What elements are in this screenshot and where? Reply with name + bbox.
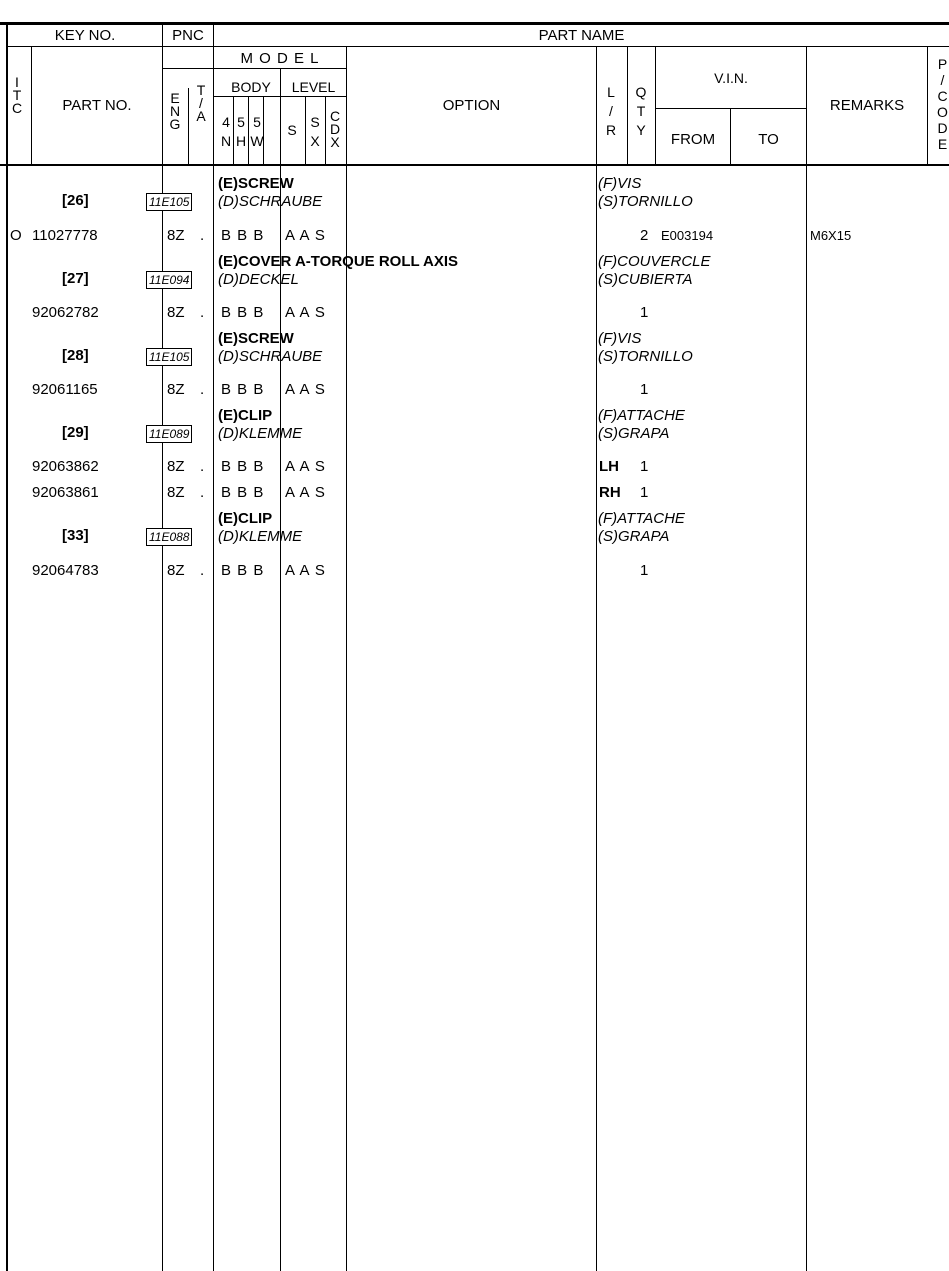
pnc-code-box: 11E089 — [146, 425, 192, 443]
eng-code: 8Z — [167, 458, 185, 475]
header-lr: L / R — [605, 84, 617, 138]
header-qty: Q T Y — [635, 84, 647, 138]
part-name-german: (D)KLEMME — [218, 528, 303, 545]
header-option: OPTION — [442, 97, 501, 114]
quantity: 1 — [640, 381, 649, 398]
part-name-spanish: (S)TORNILLO — [598, 348, 693, 365]
ta-code: . — [200, 458, 205, 475]
header-level-sx: S X — [310, 114, 320, 149]
quantity: 1 — [640, 458, 649, 475]
body-codes: B B B — [221, 484, 265, 501]
part-name-french: (F)VIS — [598, 330, 642, 347]
level-codes: A A S — [285, 562, 326, 579]
header-remarks: REMARKS — [829, 97, 905, 114]
part-name-spanish: (S)TORNILLO — [598, 193, 693, 210]
part-name-german: (D)DECKEL — [218, 271, 299, 288]
part-name-english: (E)CLIP — [218, 407, 273, 424]
header-pnc: PNC — [172, 27, 204, 44]
eng-code: 8Z — [167, 227, 185, 244]
part-name-french: (F)ATTACHE — [598, 510, 685, 527]
eng-code: 8Z — [167, 304, 185, 321]
part-number: 92063862 — [32, 458, 99, 475]
header-ta: T / A — [196, 82, 206, 124]
key-number: [33] — [62, 527, 89, 544]
header-itc: I T C — [11, 74, 23, 116]
part-name-german: (D)SCHRAUBE — [218, 193, 323, 210]
quantity: 2 — [640, 227, 649, 244]
header-body-5w: 5 W — [250, 114, 264, 149]
pnc-code-box: 11E105 — [146, 348, 192, 366]
header-vin-to: TO — [758, 131, 779, 148]
vin-from: E003194 — [661, 228, 714, 243]
part-name-spanish: (S)GRAPA — [598, 425, 670, 442]
part-number: 92061165 — [32, 381, 98, 398]
part-name-english: (E)CLIP — [218, 510, 273, 527]
lr-side: RH — [599, 484, 621, 501]
itc-code: O — [10, 227, 22, 244]
pnc-code-box: 11E088 — [146, 528, 192, 546]
part-number: 92062782 — [32, 304, 99, 321]
body-codes: B B B — [221, 227, 265, 244]
ta-code: . — [200, 381, 205, 398]
body-codes: B B B — [221, 458, 265, 475]
header-vin-from: FROM — [670, 131, 716, 148]
quantity: 1 — [640, 484, 649, 501]
key-number: [26] — [62, 192, 89, 209]
part-number: 92064783 — [32, 562, 99, 579]
header-vin: V.I.N. — [714, 70, 748, 86]
ta-code: . — [200, 304, 205, 321]
ta-code: . — [200, 562, 205, 579]
body-codes: B B B — [221, 304, 265, 321]
quantity: 1 — [640, 304, 649, 321]
body-codes: B B B — [221, 562, 265, 579]
pnc-code-box: 11E105 — [146, 193, 192, 211]
lr-side: LH — [599, 458, 619, 475]
pnc-code-box: 11E094 — [146, 271, 192, 289]
header-level: LEVEL — [291, 79, 336, 95]
part-number: 92063861 — [32, 484, 99, 501]
header-level-s: S — [287, 122, 297, 138]
part-name-english: (E)SCREW — [218, 330, 294, 347]
part-name-french: (F)COUVERCLE — [598, 253, 711, 270]
header-key-no: KEY NO. — [54, 27, 116, 44]
body-codes: B B B — [221, 381, 265, 398]
header-body-4n: 4 N — [220, 114, 232, 149]
eng-code: 8Z — [167, 484, 185, 501]
header-body-5h: 5 H — [235, 114, 247, 149]
header-part-name: PART NAME — [538, 27, 625, 44]
ta-code: . — [200, 227, 205, 244]
header-part-no: PART NO. — [62, 97, 132, 114]
key-number: [28] — [62, 347, 89, 364]
level-codes: A A S — [285, 484, 326, 501]
eng-code: 8Z — [167, 381, 185, 398]
header-body: BODY — [231, 79, 271, 95]
header-eng: E N G — [169, 90, 181, 132]
part-name-french: (F)ATTACHE — [598, 407, 685, 424]
remarks: M6X15 — [810, 228, 852, 243]
ta-code: . — [200, 484, 205, 501]
part-name-spanish: (S)CUBIERTA — [598, 271, 693, 288]
part-name-german: (D)KLEMME — [218, 425, 303, 442]
level-codes: A A S — [285, 227, 326, 244]
header-pcode: P / C O D E — [937, 56, 948, 152]
level-codes: A A S — [285, 304, 326, 321]
part-number: 11027778 — [32, 227, 98, 244]
part-name-german: (D)SCHRAUBE — [218, 348, 323, 365]
quantity: 1 — [640, 562, 649, 579]
header-level-cdx: C D X — [329, 108, 341, 150]
part-name-spanish: (S)GRAPA — [598, 528, 670, 545]
key-number: [29] — [62, 424, 89, 441]
part-name-english: (E)SCREW — [218, 175, 294, 192]
header-model: M O D E L — [240, 50, 320, 67]
level-codes: A A S — [285, 458, 326, 475]
eng-code: 8Z — [167, 562, 185, 579]
key-number: [27] — [62, 270, 89, 287]
level-codes: A A S — [285, 381, 326, 398]
part-name-french: (F)VIS — [598, 175, 642, 192]
part-name-english: (E)COVER A-TORQUE ROLL AXIS — [218, 253, 459, 270]
